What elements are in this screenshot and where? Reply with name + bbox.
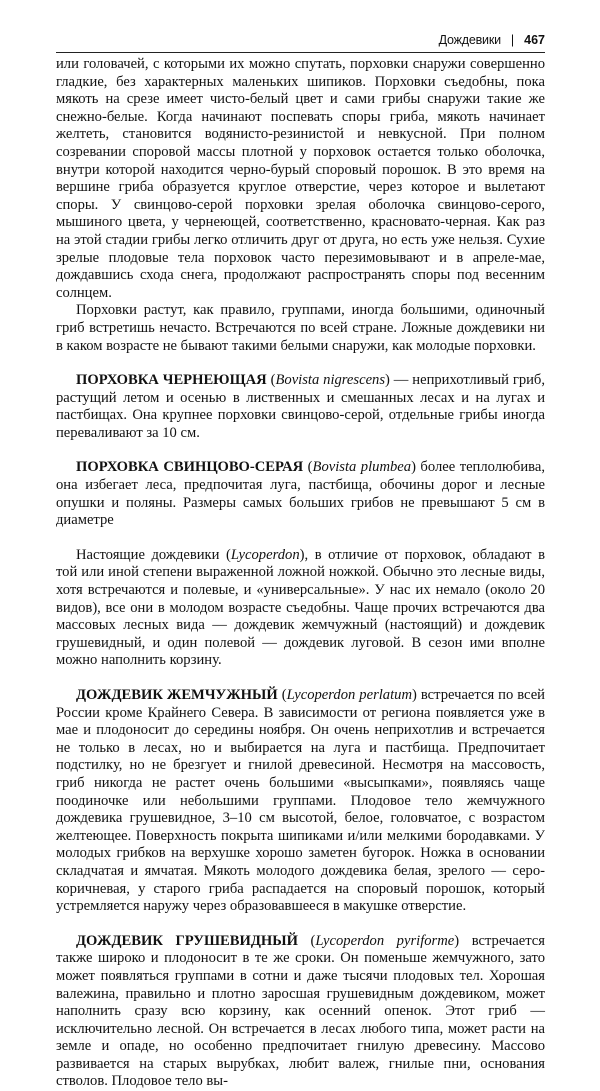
species-name: ДОЖДЕВИК ЖЕМЧУЖНЫЙ bbox=[76, 687, 278, 703]
section-title: Дождевики bbox=[438, 33, 501, 47]
entry-bovista-nigrescens: ПОРХОВКА ЧЕРНЕЮЩАЯ (Bovista nigrescens) — неприхотливый гриб, растущий летом и осенью в лиственных и смешанных лесах и на лугах и пастбищах. Она крупнее порховки свинцово-серой, отдельные грибы иногда переваливают за 10 см. bbox=[56, 372, 545, 441]
entry-lycoperdon-perlatum: ДОЖДЕВИК ЖЕМЧУЖНЫЙ (Lycoperdon perlatum) встречается по всей России кроме Крайнего Севера. В зависимости от региона появляется уже в мае и плодоносит до середины ноября. Он очень неприхотлив и встречается не только в лесах, но и выбирается на луга и пастбища. Предпочитает подстилку, но не брезгует и гнилой древесиной. Несмотря на массовость, гриб никогда не растет очень большими «высыпками», появляясь чаще поодиночке или небольшими группами. Плодовое тело жемчужного дождевика грушевидное, 3–10 см высотой, белое, головчатое, с возрастом желтеющее. Поверхность покрыта шипиками и/или мелкими бородавками. У молодых грибков на верхушке хорошо заметен бугорок. Ножка в основании складчатая и ямчатая. Мякоть молодого дождевика белая, зрелого — серо-коричневая, у старого гриба распадается на споровый порошок, который устремляется наружу через образовавшееся в макушке отверстие. bbox=[56, 687, 545, 915]
species-name: ПОРХОВКА ЧЕРНЕЮЩАЯ bbox=[76, 372, 267, 389]
paragraph-text: встречается по всей России кроме Крайнего Севера. В зависимости от региона появляется уже в мае и плодоносит до середины ноября. Он очень неприхотлив и встречается не только в лесах, но и выбирается на луга и пастбища. Предпочитает подстилку, но не брезгует и гнилой древесиной. Несмотря на массовость, гриб никогда не растет очень большими «высыпками», появляясь чаще поодиночке или небольшими группами. Плодовое тело жемчужного дождевика грушевидное, 3–10 см высотой, белое, головчатое, с возрастом желтеющее. Поверхность покрыта шипиками и/или мелкими бородавками. У молодых грибков на верхушке хорошо заметен бугорок. Ножка в основании складчатая и ямчатая. Мякоть молодого дождевика белая, зрелого — серо-коричневая, у старого гриба распадается на споровый порошок, который устремляется наружу через образовавшееся в макушке отверстие. bbox=[56, 687, 545, 915]
paragraph-text: или головачей, с которыми их можно спутать, порховки снаружи совершенно гладкие, без характерных маленьких шипиков. Порховки съедобны, пока мякоть на срезе имеет чисто-белый цвет и сами грибы снаружи такие же снежно-белые. Когда начинают поспевать споры гриба, мякоть начинает желтеть, становится водянисто-резинистой и невкусной. При полном созревании споровой массы плотной у порховок остается только оболочка, внутри которой находится черно-бурый споровый порошок. В это время на вершине гриба образуется круглое отверстие, через которое и вылетают споры. У свинцово-серой порховки зрелая оболочка свинцово-серого, мышиного цвета, у чернеющей, соответственно, красновато-черная. Как раз на этой стадии грибы легко отличить друг от друга, но есть уже нельзя. Сухие зрелые плодовые тела порховок часто перезимовывают и в апреле-мае, дождавшись схода снега, продолжают распространять споры под весенним солнцем. bbox=[56, 56, 545, 301]
latin-name: Bovista nigrescens bbox=[275, 372, 386, 389]
paragraph-text: более теплолюбива, она избегает леса, предпочитая луга, пастбища, обочины дорог и лесные опушки и поляны. Размеры самых больших грибов не превышают 5 см в диаметре bbox=[56, 459, 545, 529]
species-name: ПОРХОВКА СВИНЦОВО-СЕРАЯ bbox=[76, 459, 304, 476]
paragraph-lead: Настоящие дождевики ( bbox=[76, 546, 231, 563]
latin-name: Lycoperdon bbox=[230, 546, 300, 563]
entry-bovista-plumbea: ПОРХОВКА СВИНЦОВО-СЕРАЯ (Bovista plumbea) более теплолюбива, она избегает леса, предпочитая луга, пастбища, обочины дорог и лесные опушки и поляны. Размеры самых больших грибов не превышают 5 см в диаметре bbox=[56, 459, 545, 529]
running-header bbox=[439, 33, 545, 47]
page-body bbox=[56, 56, 545, 1091]
paragraph-text: встречается также широко и плодоносит в те же сроки. Он поменьше жемчужного, зато может появляться группами в сотни и даже тысячи плодовых тел. Хорошая валежина, правильно и плотно заросшая грушевидным дождевиком, может наполнить сразу всю корзину, как осенний опенок. Этот гриб — исключительно лесной. Он встречается в лесах любого типа, может расти на земле и опаде, но особенно предпочитает гнилую древесину. Массово развивается на старых вырубках, любит валеж, гнилые пни, основания стволов. Плодовое тело вы- bbox=[56, 932, 545, 1090]
latin-name: Bovista plumbea bbox=[312, 459, 412, 476]
paragraph-text: ), в отличие от порховок, обладают в той или иной степени выраженной ложной ножкой. Обычно это лесные виды, хотя встречаются и полевые, и «универсальные». У нас их немало (около 20 видов), все они в молодом возрасте съедобны. Чаще прочих встречаются два массовых лесных вида — дождевик жемчужный (настоящий) и дождевик грушевидный, и один полевой — дождевик луговой. В сезон ими вполне можно наполнить корзину. bbox=[56, 546, 545, 669]
header-rule bbox=[56, 52, 545, 53]
paragraph-text: Порховки растут, как правило, группами, иногда большими, одиночный гриб встретишь нечасто. Встречаются по всей стране. Ложные дождевики ни в каком возрасте не бывают такими белыми снаружи, как молодые порховки. bbox=[56, 302, 545, 354]
species-name: ДОЖДЕВИК ГРУШЕВИДНЫЙ bbox=[76, 932, 298, 949]
entry-lycoperdon-pyriforme: ДОЖДЕВИК ГРУШЕВИДНЫЙ (Lycoperdon pyriforme) встречается также широко и плодоносит в те же сроки. Он поменьше жемчужного, зато может появляться группами в сотни и даже тысячи плодовых тел. Хорошая валежина, правильно и плотно заросшая грушевидным дождевиком, может наполнить сразу всю корзину, как осенний опенок. Этот гриб — исключительно лесной. Он встречается в лесах любого типа, может расти на земле и опаде, но особенно предпочитает гнилую древесину. Массово развивается на старых вырубках, любит валеж, гнилые пни, основания стволов. Плодовое тело вы- bbox=[56, 932, 545, 1090]
paragraph-lycoperdon-overview bbox=[56, 547, 545, 670]
header-separator: | bbox=[510, 33, 515, 47]
paragraph-text: — неприхотливый гриб, растущий летом и осенью в лиственных и смешанных лесах и на лугах и пастбищах. Она крупнее порховки свинцово-серой, отдельные грибы иногда переваливают за 10 см. bbox=[56, 372, 545, 441]
paragraph-puffball-growth bbox=[56, 302, 545, 355]
page-number: 467 bbox=[524, 33, 545, 47]
latin-name: Lycoperdon pyriforme bbox=[315, 932, 455, 949]
latin-name: Lycoperdon perlatum bbox=[286, 687, 412, 703]
paragraph-puffball-overview bbox=[56, 56, 545, 302]
